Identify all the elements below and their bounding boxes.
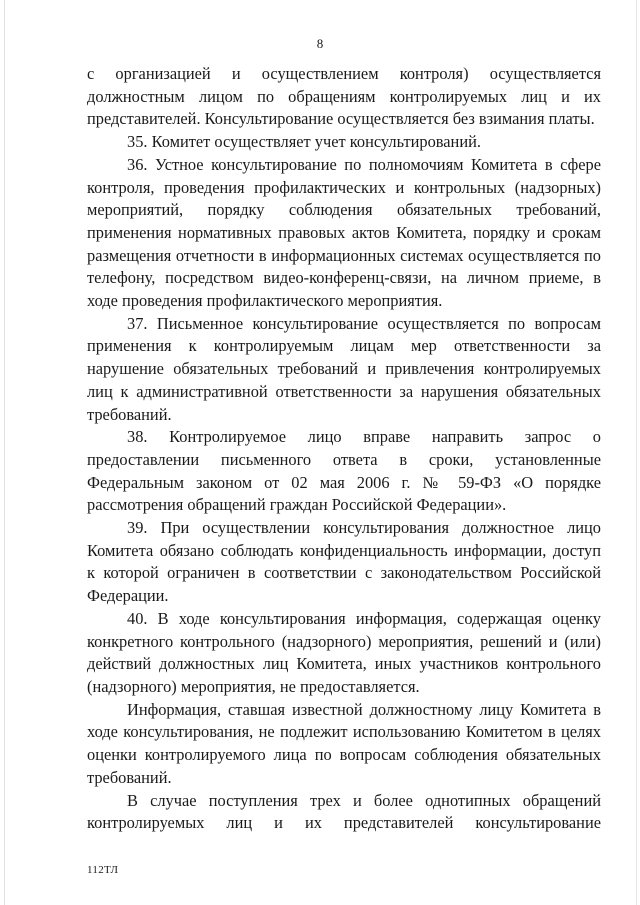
- paragraph-35: 35. Комитет осуществляет учет консультирований.: [127, 132, 481, 152]
- paragraph-36: 36. Устное консультирование по полномочиям Комитета в сфере контроля, проведения профилактических и контрольных (надзорных) мероприятий, порядку соблюдения обязательных требований, применения нормативных правовых актов Комитета, порядку и срокам размещения отчетности в информационных системах осуществляется по телефону, посредством видео-конференц-связи, на личном приеме, в ходе проведения профилактического мероприятия.: [87, 154, 601, 311]
- paragraph-40: 40. В ходе консультирования информация, содержащая оценку конкретного контрольного (надзорного) мероприятия, решений и (или) действий должностных лиц Комитета, иных участников контрольного (надзорного) мероприятия, не предоставляется.: [87, 608, 601, 696]
- page-number: 8: [316, 36, 324, 51]
- scan-edge-left: [4, 0, 5, 905]
- paragraph-multiple-requests: В случае поступления трех и более однотипных обращений контролируемых лиц и их представителей консультирование: [87, 790, 601, 833]
- paragraph-38: 38. Контролируемое лицо вправе направить запрос о предоставлении письменного ответа в сроки, установленные Федеральным законом от 02 мая 2006 г. № 59-ФЗ «О порядке рассмотрения обращений граждан Российской Федерации».: [87, 427, 601, 515]
- footer-code: 112ТЛ: [87, 864, 119, 876]
- paragraph-continuation: с организацией и осуществлением контроля) осуществляется должностным лицом по обращениям контролируемых лиц и их представителей. Консультирование осуществляется без взимания платы.: [87, 64, 601, 129]
- paragraph-39: 39. При осуществлении консультирования должностное лицо Комитета обязано соблюдать конфиденциальность информации, доступ к которой ограничен в соответствии с законодательством Российской Федерации.: [87, 518, 601, 606]
- document-body: [87, 63, 601, 835]
- paragraph-information: Информация, ставшая известной должностному лицу Комитета в ходе консультирования, не подлежит использованию Комитетом в целях оценки контролируемого лица по вопросам соблюдения обязательных требований.: [87, 699, 601, 787]
- scan-edge-right: [636, 0, 637, 905]
- paragraph-37: 37. Письменное консультирование осуществляется по вопросам применения к контролируемым лицам мер ответственности за нарушение обязательных требований и привлечения контролируемых лиц к административной ответственности за нарушения обязательных требований.: [87, 313, 601, 424]
